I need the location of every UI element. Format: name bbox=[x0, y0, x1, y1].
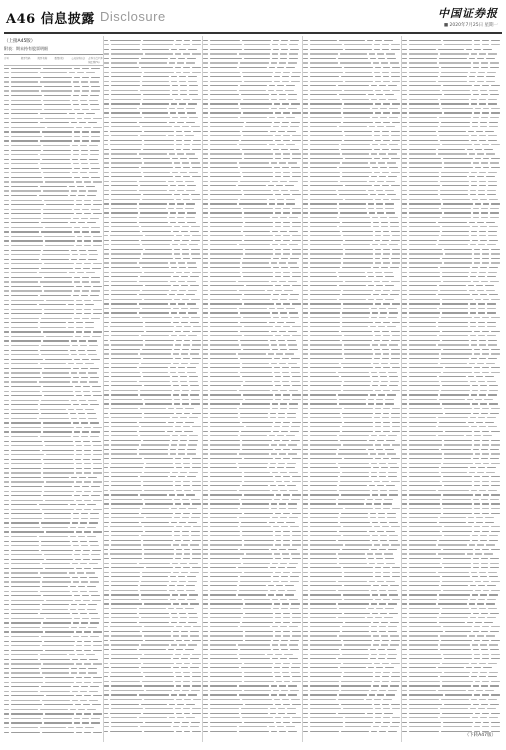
continued-to-label: （下转A47版） bbox=[464, 733, 496, 738]
table-header-cell: 股票名称 bbox=[37, 56, 48, 60]
column-divider bbox=[401, 36, 402, 742]
newspaper-logo: 中国证券报 bbox=[438, 7, 498, 20]
table-header-cell: 占基金资产净值比例(%) bbox=[88, 56, 103, 64]
table-row bbox=[4, 730, 102, 735]
table-row bbox=[104, 729, 202, 734]
table-column bbox=[303, 36, 401, 742]
table-header-cell: 公允价值(元) bbox=[71, 56, 86, 60]
table-column bbox=[104, 36, 202, 742]
table-column bbox=[4, 36, 102, 742]
column-divider bbox=[202, 36, 203, 742]
table-row bbox=[303, 729, 401, 734]
page-code: A46 信息披露 bbox=[6, 12, 95, 27]
issue-date-line: ■ 2020年7月25日 星期一 bbox=[443, 23, 498, 28]
continued-from-label: （上接A45版） bbox=[4, 39, 36, 44]
column-divider bbox=[103, 36, 104, 742]
column-divider bbox=[302, 36, 303, 742]
table-column bbox=[402, 36, 500, 742]
masthead-rule bbox=[4, 32, 502, 34]
masthead bbox=[0, 0, 506, 34]
table-header-cell: 序号 bbox=[4, 56, 9, 60]
table-row bbox=[203, 729, 301, 734]
table-column bbox=[203, 36, 301, 742]
table-header-cell: 股票代码 bbox=[20, 56, 31, 60]
disclosure-content bbox=[4, 36, 502, 742]
section-title-english: Disclosure bbox=[100, 9, 166, 24]
table-header-cell: 数量(股) bbox=[54, 56, 64, 60]
table-title: 附表：期末持有股票明细 bbox=[4, 45, 48, 51]
